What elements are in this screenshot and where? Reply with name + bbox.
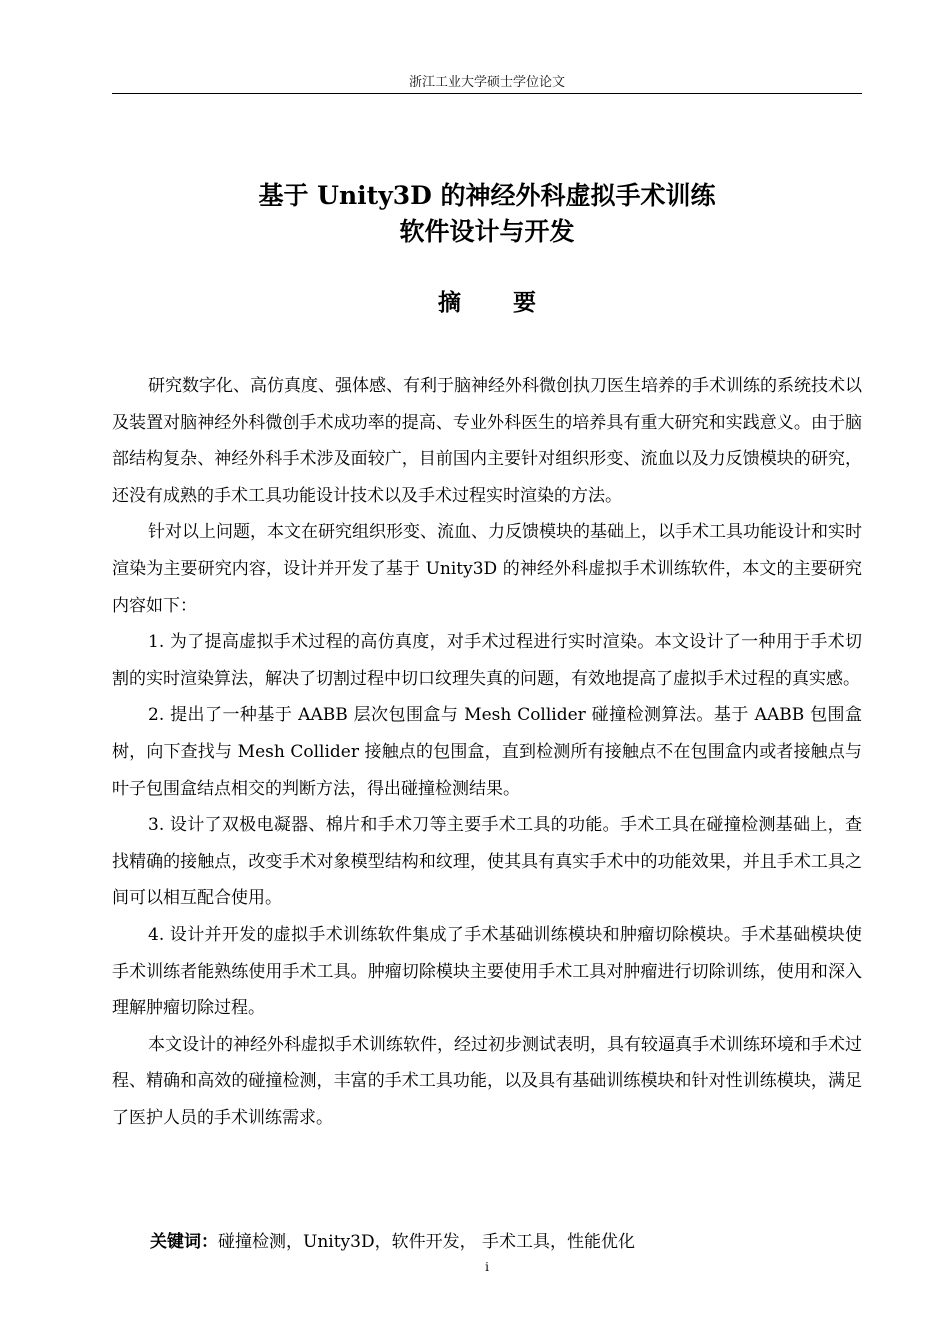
keywords-label: 关键词： — [150, 1232, 218, 1252]
abstract-paragraph-1: 研究数字化、高仿真度、强体感、有利于脑神经外科微创执刀医生培养的手术训练的系统技术以及装置对脑神经外科微创手术成功率的提高、专业外科医生的培养具有重大研究和实践意义。由于脑部结构复杂、神经外科手术涉及面较广，目前国内主要针对组织形变、流血以及力反馈模块的研究，还没有成熟的手术工具功能设计技术以及手术过程实时渲染的方法。 — [112, 376, 862, 506]
thesis-title-line-2: 软件设计与开发 — [399, 217, 575, 246]
abstract-paragraph-7: 本文设计的神经外科虚拟手术训练软件，经过初步测试表明，具有较逼真手术训练环境和手术过程、精确和高效的碰撞检测，丰富的手术工具功能，以及具有基础训练模块和针对性训练模块，满足了医护人员的手术训练需求。 — [112, 1034, 862, 1128]
abstract-paragraph-5: 3. 设计了双极电凝器、棉片和手术刀等主要手术工具的功能。手术工具在碰撞检测基础上，查找精确的接触点，改变手术对象模型结构和纹理，使其具有真实手术中的功能效果，并且手术工具之间可以相互配合使用。 — [112, 815, 862, 909]
page-number: i — [485, 1260, 489, 1274]
abstract-body — [112, 368, 862, 1136]
abstract-paragraph-4: 2. 提出了一种基于 AABB 层次包围盒与 Mesh Collider 碰撞检测算法。基于 AABB 包围盒树，向下查找与 Mesh Collider 接触点的包围盒，直到检测所有接触点不在包围盒内或者接触点与叶子包围盒结点相交的判断方法，得出碰撞检测结果。 — [112, 705, 862, 799]
abstract-paragraph-6: 4. 设计并开发的虚拟手术训练软件集成了手术基础训练模块和肿瘤切除模块。手术基础模块使手术训练者能熟练使用手术工具。肿瘤切除模块主要使用手术工具对肿瘤进行切除训练，使用和深入理解肿瘤切除过程。 — [112, 924, 862, 1019]
running-header: 浙江工业大学硕士学位论文 — [408, 75, 565, 90]
abstract-paragraph-3: 1. 为了提高虚拟手术过程的高仿真度，对手术过程进行实时渲染。本文设计了一种用于手术切割的实时渲染算法，解决了切割过程中切口纹理失真的问题，有效地提高了虚拟手术过程的真实感。 — [112, 632, 862, 689]
thesis-title — [112, 178, 862, 250]
header-divider — [112, 93, 862, 94]
keywords-line — [150, 1226, 862, 1258]
abstract-heading: 摘要 — [438, 289, 588, 316]
keywords-value: 碰撞检测，Unity3D，软件开发， 手术工具，性能优化 — [218, 1232, 635, 1252]
abstract-paragraph-2: 针对以上问题，本文在研究组织形变、流血、力反馈模块的基础上，以手术工具功能设计和实时渲染为主要研究内容，设计并开发了基于 Unity3D 的神经外科虚拟手术训练软件，本文的主要研究内容如下： — [112, 522, 862, 616]
thesis-title-line-1: 基于 Unity3D 的神经外科虚拟手术训练 — [258, 181, 716, 210]
